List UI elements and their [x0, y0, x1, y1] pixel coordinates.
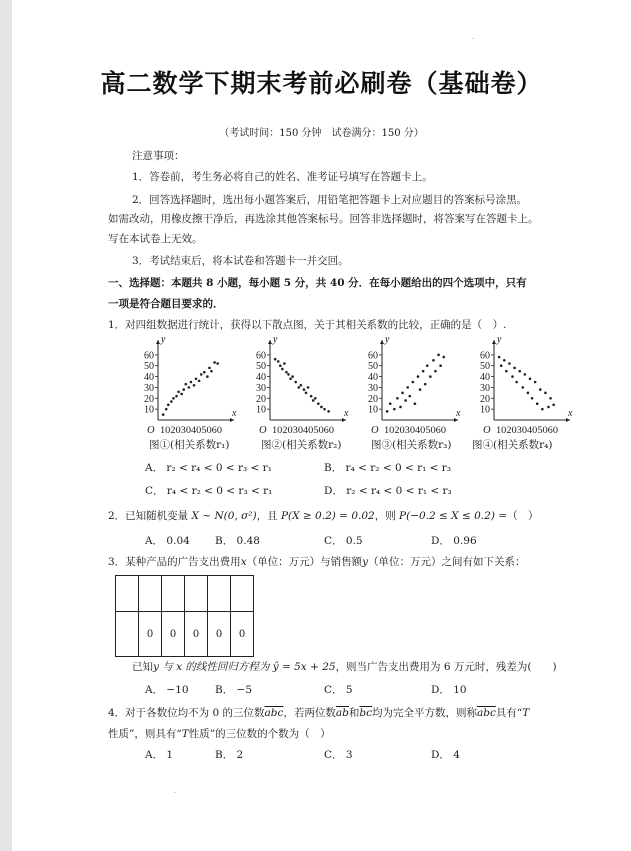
x-tick-labels: 102030405060 — [496, 426, 559, 436]
scatter-point — [327, 410, 330, 413]
y-tick-label: 50 — [144, 361, 154, 373]
scatter-point — [213, 361, 216, 364]
scatter-point — [170, 400, 173, 403]
y-tick-label: 30 — [368, 382, 378, 394]
scatter-point — [216, 362, 219, 365]
origin-label: O — [371, 425, 379, 436]
scatter-point — [432, 359, 435, 362]
scatter-point — [437, 354, 440, 357]
scatter-point — [182, 388, 185, 391]
scatter-point — [320, 406, 323, 409]
q3-stem — [108, 554, 526, 569]
scatter-point — [541, 408, 544, 411]
y-axis-label: y — [385, 336, 390, 345]
q3-regression-equation: ŷ = 5x + 25 — [272, 661, 336, 673]
table-cell: 0 — [208, 612, 231, 657]
q3-unit-x: （单位：万元）与销售额 — [246, 556, 363, 568]
q2-option-c: C． 0.5 — [324, 535, 363, 547]
scatter-point — [404, 399, 407, 402]
y-tick-label: 60 — [480, 350, 490, 362]
q4-abc-2: $\overline{abc}$ — [477, 707, 496, 719]
y-tick-label: 50 — [368, 361, 378, 373]
q3-option-b: B． −5 — [215, 684, 253, 696]
note-2-line2: 如需改动，用橡皮擦干净后，再选涂其他答案标号。回答非选择题时，将答案写在答题卡上。 — [108, 213, 539, 225]
scatter-point — [193, 384, 196, 387]
y-tick-label: 40 — [256, 372, 266, 384]
origin-label: O — [259, 425, 267, 436]
scatter-point — [536, 402, 539, 405]
table-cell — [139, 576, 162, 612]
y-tick-label: 40 — [480, 372, 490, 384]
y-tick-label: 20 — [368, 393, 378, 405]
q4-T-2: T — [181, 728, 189, 740]
y-tick-label: 50 — [256, 361, 266, 373]
q4-c: 和 — [348, 707, 360, 719]
caption-4: 图④(相关系数r₄) — [472, 439, 553, 451]
scatter-point — [515, 381, 518, 384]
q2-stem-e: ，则 — [374, 510, 396, 522]
scatter-point — [511, 375, 514, 378]
exam-page — [12, 0, 631, 851]
y-tick-label: 40 — [368, 372, 378, 384]
scatter-point — [539, 388, 542, 391]
y-tick-label: 10 — [256, 404, 266, 416]
q4-b: ，若两位数 — [283, 707, 336, 719]
scatter-point — [300, 384, 303, 387]
scatter-point — [303, 388, 306, 391]
scatter-point — [518, 370, 521, 373]
q3-option-c: C． 5 — [324, 684, 353, 696]
scatter-point — [175, 395, 178, 398]
scatter-point — [547, 406, 550, 409]
scatter-point — [287, 373, 290, 376]
note-2-line3: 写在本试卷上无效。 — [108, 233, 203, 245]
scatter-point — [203, 371, 206, 374]
scatter-chart-1 — [144, 336, 237, 436]
q2-probability: P(X ≥ 0.2) = 0.02 — [280, 510, 375, 522]
caption-1: 图①(相关系数r₁) — [149, 439, 230, 451]
q4-d: 均为完全平方数，则称 — [372, 707, 478, 719]
scatter-point — [188, 386, 191, 389]
scatter-point — [289, 377, 292, 380]
q4-option-d: D． 4 — [431, 749, 460, 761]
scatter-point — [401, 392, 404, 395]
scatter-chart-3 — [368, 336, 461, 436]
scatter-point — [529, 377, 532, 380]
q3-data-table — [115, 575, 254, 657]
table-row — [116, 576, 254, 612]
y-axis-label: y — [273, 336, 278, 345]
scatter-point — [429, 375, 432, 378]
scatter-point — [312, 399, 315, 402]
q3-option-a: A． −10 — [145, 684, 189, 696]
scatter-point — [498, 356, 501, 359]
note-3: 3．考试结束后，将本试卷和答题卡一并交回。 — [132, 255, 349, 267]
section-heading-line2: 一项是符合题目要求的． — [108, 298, 224, 310]
scatter-point — [422, 370, 425, 373]
exam-info: （考试时间：150 分钟 试卷满分：150 分） — [219, 128, 424, 139]
y-tick-label: 10 — [368, 404, 378, 416]
scan-dot: · — [472, 36, 474, 43]
scatter-point — [180, 393, 183, 396]
scatter-point — [389, 402, 392, 405]
q2-stem-g: （ ） — [507, 510, 539, 522]
scatter-point — [281, 368, 284, 371]
table-cell — [185, 576, 208, 612]
scatter-point — [195, 377, 198, 380]
y-axis-label: y — [161, 336, 166, 345]
x-tick-labels: 102030405060 — [160, 426, 223, 436]
q3-known-a: 已知 — [132, 661, 153, 673]
y-tick-label: 60 — [144, 350, 154, 362]
q1-option-a: A． r₂ < r₄ < 0 < r₃ < r₁ — [145, 462, 272, 474]
q4-option-a: A． 1 — [145, 749, 174, 761]
table-cell — [208, 576, 231, 612]
scatter-point — [419, 388, 422, 391]
origin-label: O — [483, 425, 491, 436]
x-tick-labels: 102030405060 — [272, 426, 335, 436]
scatter-point — [439, 364, 442, 367]
scatter-point — [399, 406, 402, 409]
scatter-point — [317, 402, 320, 405]
scatter-point — [162, 413, 165, 416]
q4-stem-line2 — [108, 726, 331, 741]
origin-label: O — [147, 425, 155, 436]
scan-dot-2: · — [174, 790, 176, 797]
q2-query: P(−0.2 ≤ X ≤ 0.2) = — [399, 510, 508, 522]
scatter-point — [508, 362, 511, 365]
x-axis-label: x — [568, 408, 573, 419]
q4-option-c: C． 3 — [324, 749, 353, 761]
q2-stem — [108, 508, 539, 523]
caption-3: 图③(相关系数r₃) — [371, 439, 452, 451]
q4-bc: $\overline{bc}$ — [359, 707, 373, 719]
y-tick-label: 20 — [256, 393, 266, 405]
scatter-point — [177, 390, 180, 393]
y-tick-label: 10 — [480, 404, 490, 416]
scatter-point — [386, 410, 389, 413]
y-axis-label: y — [497, 336, 502, 345]
q3-stem-text: 3．某种产品的广告支出费用 — [108, 556, 241, 568]
q1-stem: 1．对四组数据进行统计，获得以下散点图，关于其相关系数的比较，正确的是（ ）. — [108, 319, 507, 331]
y-axis-arrow — [380, 340, 384, 344]
scatter-point — [285, 371, 288, 374]
scatter-point — [323, 408, 326, 411]
y-tick-label: 20 — [480, 393, 490, 405]
scatter-point — [534, 381, 537, 384]
q3-var-y: y — [362, 556, 369, 568]
scatter-point — [200, 373, 203, 376]
scatter-point — [274, 358, 277, 361]
table-cell — [116, 612, 139, 657]
scatter-point — [549, 397, 552, 400]
scatter-point — [396, 397, 399, 400]
scatter-point — [279, 364, 282, 367]
scatter-point — [184, 383, 187, 386]
q4-line2-a: 性质”，则具有“ — [108, 728, 182, 740]
x-axis-label: x — [456, 408, 461, 419]
scatter-point — [417, 375, 420, 378]
scatter-point — [307, 386, 310, 389]
y-tick-label: 60 — [256, 350, 266, 362]
scatter-point — [442, 356, 445, 359]
q2-stem-c: ，且 — [256, 510, 278, 522]
section-heading-line1: 一、选择题：本题共 8 小题，每小题 5 分，共 40 分．在每小题给出的四个选项中，只有 — [108, 277, 527, 289]
q1-option-c: C． r₄ < r₂ < 0 < r₃ < r₁ — [145, 485, 273, 497]
q1-option-b: B． r₄ < r₂ < 0 < r₁ < r₃ — [324, 462, 452, 474]
scatter-point — [298, 386, 301, 389]
scatter-point — [291, 375, 294, 378]
note-2-line1: 2．回答选择题时，选出每小题答案后，用铅笔把答题卡上对应题目的答案标号涂黑。 — [132, 194, 528, 206]
scatter-point — [531, 397, 534, 400]
q3-var-x: x — [240, 556, 247, 568]
scatter-point — [283, 362, 286, 365]
q4-option-b: B． 2 — [215, 749, 244, 761]
scatter-point — [294, 381, 297, 384]
q4-e: 具有“ — [495, 707, 523, 719]
y-axis-arrow — [268, 340, 272, 344]
scatter-point — [500, 364, 503, 367]
notes-heading: 注意事项： — [132, 150, 185, 162]
q2-option-a: A． 0.04 — [145, 535, 190, 547]
table-row — [116, 612, 254, 657]
scatter-point — [524, 373, 527, 376]
q3-known — [132, 659, 557, 674]
scatter-point — [505, 370, 508, 373]
note-1: 1．答卷前，考生务必将自己的姓名、准考证号填写在答题卡上。 — [132, 171, 433, 183]
y-axis-arrow — [156, 340, 160, 344]
scatter-point — [408, 395, 411, 398]
y-tick-label: 30 — [480, 382, 490, 394]
y-tick-label: 50 — [480, 361, 490, 373]
table-cell — [116, 576, 139, 612]
y-tick-label: 30 — [256, 382, 266, 394]
q2-distribution: X ~ N(0, σ²) — [191, 510, 257, 522]
scatter-point — [414, 402, 417, 405]
x-axis-label: x — [232, 408, 237, 419]
y-tick-label: 30 — [144, 382, 154, 394]
scatter-point — [208, 367, 211, 370]
scatter-point — [167, 404, 170, 407]
x-axis-label: x — [344, 408, 349, 419]
scatter-point — [552, 404, 555, 407]
table-cell — [231, 576, 254, 612]
q3-unit-y: （单位：万元）之间有如下关系： — [368, 556, 526, 568]
q3-known-d: ，则当广告支出费用为 6 万元时，残差为( ) — [335, 661, 557, 673]
page-title: 高二数学下期末考前必刷卷（基础卷） — [100, 69, 543, 98]
table-cell: 0 — [231, 612, 254, 657]
scatter-point — [513, 367, 516, 370]
scatter-point — [522, 386, 525, 389]
y-tick-label: 10 — [144, 404, 154, 416]
table-cell — [162, 576, 185, 612]
left-margin-bar — [0, 0, 12, 851]
scatter-point — [424, 383, 427, 386]
scatter-point — [406, 386, 409, 389]
q1-option-d: D． r₂ < r₄ < 0 < r₁ < r₃ — [324, 485, 452, 497]
q1-scatter-figures — [124, 336, 574, 444]
scatter-point — [393, 408, 396, 411]
scatter-point — [544, 392, 547, 395]
scatter-point — [426, 364, 429, 367]
scatter-point — [412, 381, 415, 384]
q2-option-d: D． 0.96 — [431, 535, 477, 547]
q4-T: T — [522, 707, 530, 719]
scatter-point — [310, 395, 313, 398]
scatter-chart-4 — [480, 336, 573, 436]
scatter-point — [434, 370, 437, 373]
caption-2: 图②(相关系数r₂) — [261, 439, 342, 451]
y-axis-arrow — [492, 340, 496, 344]
q4-stem-line1 — [108, 705, 529, 720]
scatter-point — [277, 360, 280, 363]
scatter-point — [210, 370, 213, 373]
scatter-point — [198, 380, 201, 383]
x-tick-labels: 102030405060 — [384, 426, 447, 436]
scatter-chart-2 — [256, 336, 349, 436]
scatter-point — [527, 392, 530, 395]
scatter-point — [165, 408, 168, 411]
scatter-point — [206, 375, 209, 378]
y-tick-label: 20 — [144, 393, 154, 405]
table-cell: 0 — [139, 612, 162, 657]
table-cell: 0 — [185, 612, 208, 657]
q3-known-b: y 与 x 的线性回归方程为 — [153, 661, 270, 673]
scatter-point — [305, 392, 308, 395]
scatter-point — [190, 381, 193, 384]
scatter-point — [172, 397, 175, 400]
q4-abc: $\overline{abc}$ — [264, 707, 284, 719]
q4-ab: $\overline{ab}$ — [335, 707, 349, 719]
scatter-point — [314, 397, 317, 400]
q3-option-d: D． 10 — [431, 684, 467, 696]
q2-option-b: B． 0.48 — [215, 535, 260, 547]
q4-g: 性质”的三位数的个数为（ ） — [188, 728, 331, 740]
q4-a: 4．对于各数位均不为 0 的三位数 — [108, 707, 265, 719]
scatter-point — [503, 359, 506, 362]
y-tick-label: 60 — [368, 350, 378, 362]
y-tick-label: 40 — [144, 372, 154, 384]
table-cell: 0 — [162, 612, 185, 657]
q2-stem-a: 2．已知随机变量 — [108, 510, 189, 522]
